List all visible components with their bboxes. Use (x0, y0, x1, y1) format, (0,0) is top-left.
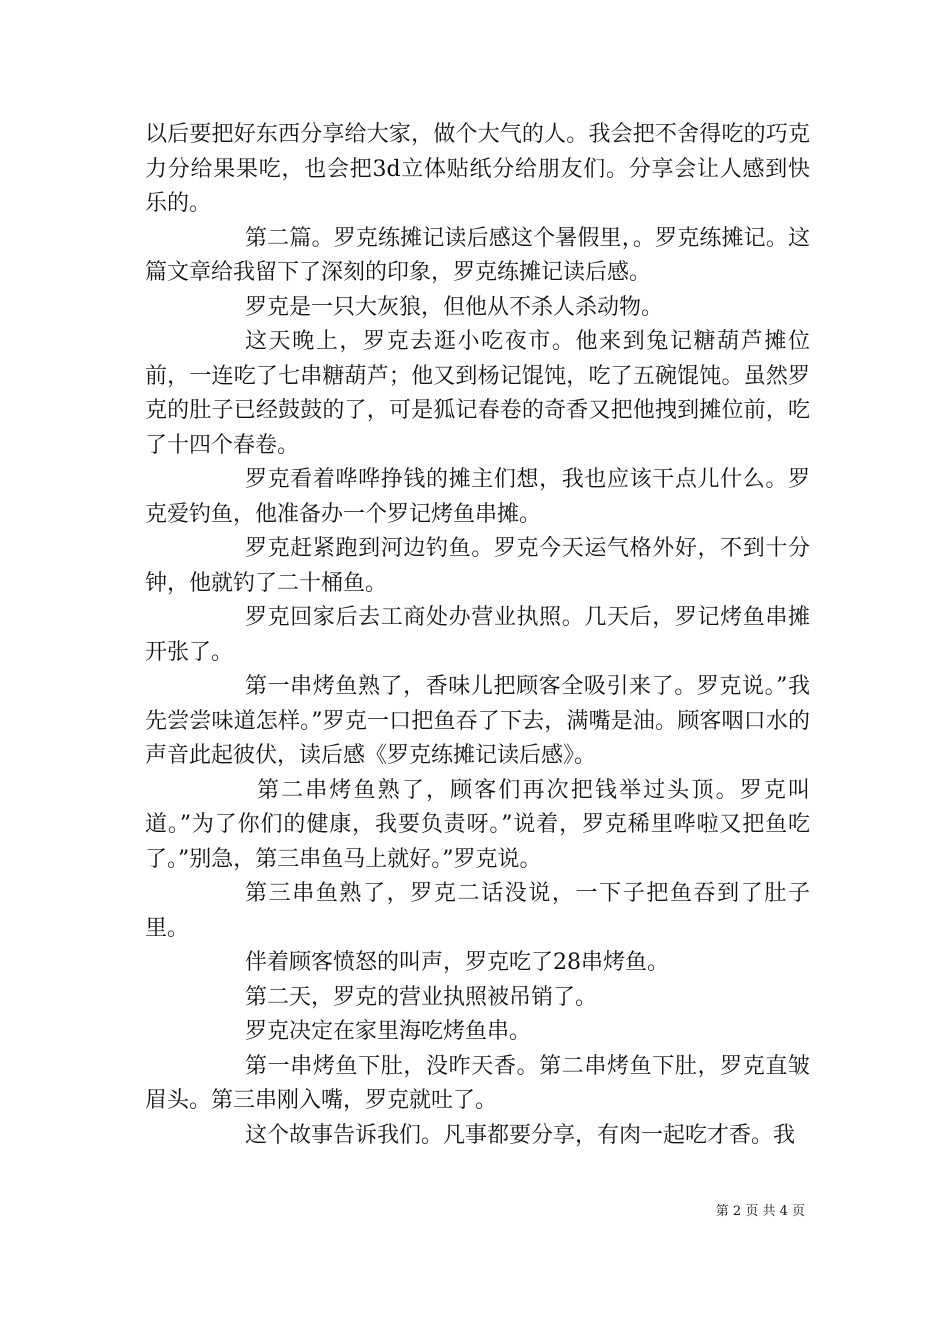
paragraph-12: 第二天，罗克的营业执照被吊销了。 (245, 984, 598, 1010)
paragraph-8: 第一串烤鱼熟了，香味儿把顾客全吸引来了。罗克说。”我先尝尝味道怎样。”罗克一口把鱼吞了下去，满嘴是油。顾客咽口水的声音此起彼伏，读后感《罗克练摊记读后感》。 (145, 674, 810, 768)
paragraph-6: 罗克赶紧跑到河边钓鱼。罗克今天运气格外好，不到十分钟，他就钓了二十桶鱼。 (145, 536, 810, 596)
paragraph-3: 罗克是一只大灰狼，但他从不杀人杀动物。 (245, 294, 664, 320)
paragraph-7: 罗克回家后去工商处办营业执照。几天后，罗记烤鱼串摊开张了。 (145, 605, 810, 665)
paragraph-2: 第二篇。罗克练摊记读后感这个暑假里，。罗克练摊记。这篇文章给我留下了深刻的印象，罗克练摊记读后感。 (145, 225, 810, 285)
paragraph-15: 这个故事告诉我们。凡事都要分享，有肉一起吃才香。我 (245, 1122, 796, 1148)
paragraph-10: 第三串鱼熟了，罗克二话没说，一下子把鱼吞到了肚子里。 (145, 881, 810, 941)
paragraph-4: 这天晚上，罗克去逛小吃夜市。他来到兔记糖葫芦摊位前，一连吃了七串糖葫芦；他又到杨记馄饨，吃了五碗馄饨。虽然罗克的肚子已经鼓鼓的了，可是狐记春卷的奇香又把他拽到摊位前，吃了十四个春卷。 (145, 329, 810, 458)
paragraph-1: 以后要把好东西分享给大家，做个大气的人。我会把不舍得吃的巧克力分给果果吃，也会把3d立体贴纸分给朋友们。分享会让人感到快乐的。 (145, 122, 810, 216)
paragraph-13: 罗克决定在家里海吃烤鱼串。 (245, 1019, 532, 1044)
article-body (145, 118, 810, 1153)
paragraph-9: 第二串烤鱼熟了，顾客们再次把钱举过头顶。罗克叫道。”为了你们的健康，我要负责呀。”说着，罗克稀里哗啦又把鱼吃了。”别急，第三串鱼马上就好。”罗克说。 (145, 777, 810, 872)
paragraph-5: 罗克看着哗哗挣钱的摊主们想，我也应该干点儿什么。罗克爱钓鱼，他准备办一个罗记烤鱼串摊。 (145, 467, 810, 527)
paragraph-14: 第一串烤鱼下肚，没昨天香。第二串烤鱼下肚，罗克直皱眉头。第三串刚入嘴，罗克就吐了。 (145, 1053, 810, 1113)
paragraph-11: 伴着顾客愤怒的叫声，罗克吃了28串烤鱼。 (245, 950, 669, 975)
page-number-footer: 第 2 页 共 4 页 (715, 1204, 805, 1219)
